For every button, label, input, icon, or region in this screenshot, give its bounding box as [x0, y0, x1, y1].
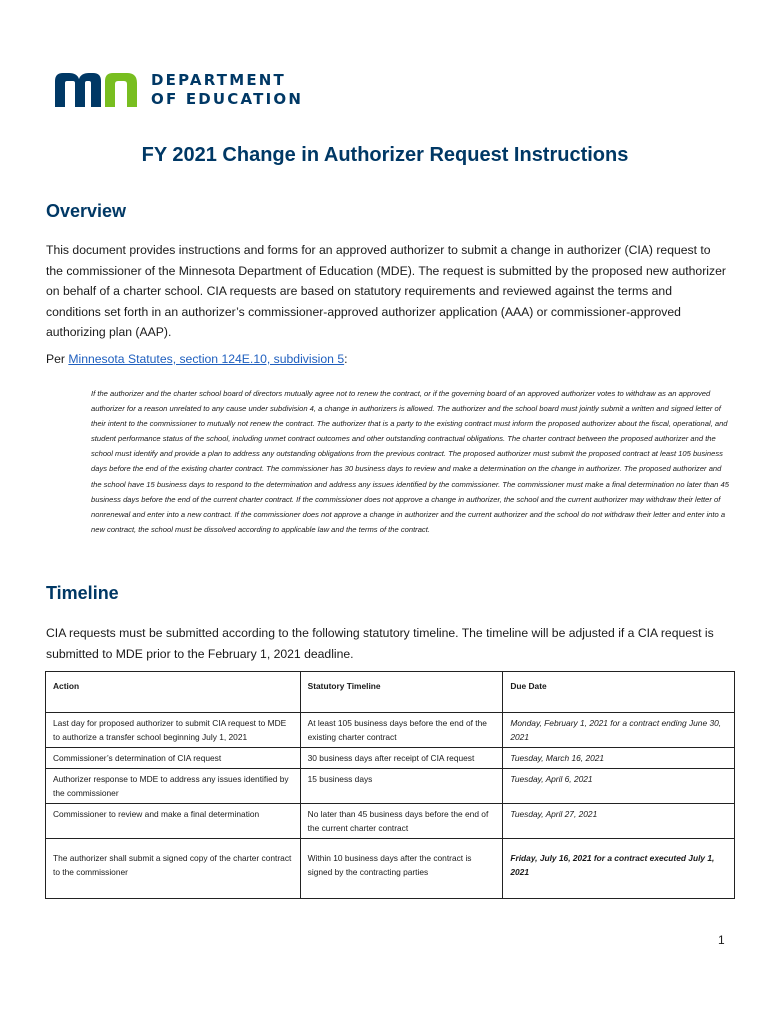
logo-line-1: DEPARTMENT	[151, 71, 286, 89]
header-action: Action	[46, 672, 301, 713]
statute-suffix: :	[344, 352, 348, 366]
header-statutory-timeline: Statutory Timeline	[300, 672, 503, 713]
statute-prefix: Per	[46, 352, 69, 366]
mn-logo-icon	[53, 71, 139, 109]
action-cell: Last day for proposed authorizer to submit CIA request to MDE to authorize a transfer school beginning July 1, 2021	[46, 713, 301, 748]
statute-link[interactable]: Minnesota Statutes, section 124E.10, subdivision 5	[68, 352, 345, 366]
timeline-cell: Within 10 business days after the contract is signed by the contracting parties	[300, 839, 503, 899]
header-due-date: Due Date	[503, 672, 735, 713]
overview-paragraph: This document provides instructions and forms for an approved authorizer to submit a change in authorizer (CIA) request to the commissioner of the Minnesota Department of Education (MDE). The request is submitted by the proposed new authorizer on behalf of a charter school. CIA requests are based on statutory requirements and reviewed against the terms and conditions set forth in an authorizer’s commissioner-approved authorizer application (AAA) or commissioner-approved authorizing plan (AAP).	[46, 243, 726, 339]
mde-logo	[53, 71, 303, 109]
timeline-paragraph: CIA requests must be submitted according to the following statutory timeline. The timeline will be adjusted if a CIA request is submitted to MDE prior to the February 1, 2021 deadline.	[46, 626, 714, 661]
due-date-cell: Tuesday, April 6, 2021	[503, 769, 735, 804]
table-row	[46, 769, 735, 804]
table-row	[46, 839, 735, 899]
table-header-row	[46, 672, 735, 713]
action-cell: Commissioner’s determination of CIA request	[46, 748, 301, 769]
timeline-table	[45, 671, 735, 899]
table-row	[46, 713, 735, 748]
action-cell: Authorizer response to MDE to address any issues identified by the commissioner	[46, 769, 301, 804]
action-cell: The authorizer shall submit a signed copy of the charter contract to the commissioner	[46, 839, 301, 899]
timeline-cell: 15 business days	[300, 769, 503, 804]
page-number: 1	[718, 933, 725, 947]
document-title: FY 2021 Change in Authorizer Request Instructions	[141, 144, 629, 166]
due-date-cell: Friday, July 16, 2021 for a contract executed July 1, 2021	[503, 839, 735, 899]
logo-text	[151, 71, 303, 109]
timeline-cell: 30 business days after receipt of CIA request	[300, 748, 503, 769]
table-row	[46, 804, 735, 839]
timeline-cell: At least 105 business days before the end of the existing charter contract	[300, 713, 503, 748]
timeline-heading: Timeline	[46, 583, 119, 603]
overview-heading: Overview	[46, 201, 127, 221]
due-date-cell: Tuesday, April 27, 2021	[503, 804, 735, 839]
statute-quote: If the authorizer and the charter school board of directors mutually agree not to renew the contract, or if the governing board of an approved authorizer votes to withdraw as an approved authorizer for a reason unrelated to any cause under subdivision 4, a change in authorizers is allowed. The authorizer and the school board must jointly submit a written and signed letter of their intent to the commissioner to mutually not renew the contract. The authorizer that is a party to the existing contract must inform the proposed authorizer about the fiscal, operational, and student performance status of the school, including unmet contract outcomes and other outstanding contractual obligations. The charter contract between the proposed authorizer and the school must identify and provide a plan to address any outstanding obligations from the previous contract. The proposed authorizer must submit the proposed contract at least 105 business days before the end of the existing charter contract. The commissioner has 30 business days to review and make a determination on the change in authorizer. The proposed authorizer and the school have 15 business days to respond to the determination and address any issues identified by the commissioner. The commissioner must make a final determination no later than 45 business days before the end of the current charter contract. If the commissioner does not approve a change in authorizer, the school and the current authorizer may withdraw their letter of nonrenewal and enter into a new contract. If the commissioner does not approve a change in authorizer and the current authorizer and the school do not withdraw their letter and enter into a new contract, the school must be dissolved according to applicable law and the terms of the contract.	[91, 389, 729, 534]
due-date-cell: Monday, February 1, 2021 for a contract ending June 30, 2021	[503, 713, 735, 748]
action-cell: Commissioner to review and make a final determination	[46, 804, 301, 839]
table-row	[46, 748, 735, 769]
timeline-cell: No later than 45 business days before the end of the current charter contract	[300, 804, 503, 839]
logo-line-2: OF EDUCATION	[151, 90, 304, 108]
statute-reference	[46, 352, 348, 366]
due-date-cell: Tuesday, March 16, 2021	[503, 748, 735, 769]
